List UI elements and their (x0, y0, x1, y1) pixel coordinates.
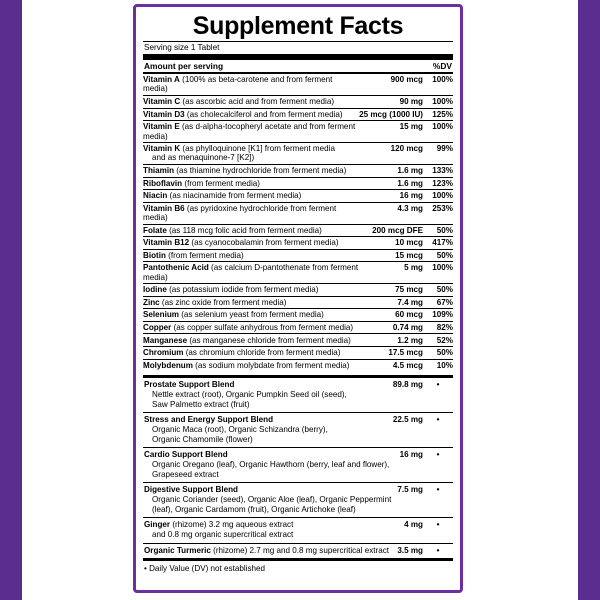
nutrient-name: Folate (143, 225, 167, 235)
nutrient-row (143, 309, 453, 322)
blend-ingredients: Nettle extract (root), Organic Pumpkin Seed oil (seed), (152, 389, 347, 399)
blend-ingredients-continued: (leaf), Organic Cardamom (fruit), Organic Artichoke (leaf) (152, 505, 356, 515)
nutrient-row (143, 296, 453, 309)
nutrient-source: (as copper sulfate anhydrous from ferment media) (171, 322, 354, 332)
nutrient-amount: 90 mg (359, 95, 423, 108)
blend-daily-value: • (423, 413, 453, 448)
nutrient-source: (as cyanocobalamin from ferment media) (189, 238, 339, 248)
nutrient-row (143, 202, 453, 224)
nutrient-daily-value: 50% (423, 347, 453, 360)
nutrient-source: (as chromium chloride from ferment media) (183, 348, 341, 358)
blend-row (143, 413, 453, 448)
blend-daily-value: • (423, 483, 453, 518)
nutrient-name: Vitamin B6 (143, 203, 185, 213)
nutrient-source-continued: and as menaquinone-7 [K2]) (152, 153, 255, 163)
nutrient-amount: 200 mcg DFE (359, 224, 423, 237)
blend-amount: 16 mg (393, 448, 423, 483)
nutrient-source: (as cholecalciferol and from ferment media) (184, 109, 343, 119)
nutrient-name-cell (143, 74, 359, 95)
nutrient-amount: 15 mg (359, 121, 423, 143)
nutrient-name-cell (143, 262, 359, 284)
nutrient-daily-value: 100% (423, 95, 453, 108)
nutrient-amount: 16 mg (359, 190, 423, 203)
divider-below-blends (143, 558, 453, 561)
blend-ingredients-continued: Grapeseed extract (152, 470, 219, 479)
nutrient-amount: 17.5 mcg (359, 347, 423, 360)
nutrient-amount: 120 mcg (359, 143, 423, 165)
nutrient-daily-value: 133% (423, 164, 453, 177)
nutrient-amount: 25 mcg (1000 IU) (359, 109, 423, 119)
nutrient-row (143, 321, 453, 334)
nutrient-name-cell (143, 334, 359, 347)
nutrient-source: (as ascorbic acid and from ferment media) (180, 97, 335, 107)
nutrient-row (143, 143, 453, 165)
nutrient-daily-value: 417% (423, 237, 453, 250)
nutrient-source: (from ferment media) (165, 250, 244, 260)
nutrient-row (143, 249, 453, 262)
blend-row (143, 543, 453, 558)
nutrient-source: (as pyridoxine hydrochloride from ferment media) (143, 203, 337, 223)
nutrient-source: (as niacinamide from ferment media) (167, 191, 302, 201)
blend-name: Stress and Energy Support Blend (144, 415, 274, 425)
nutrient-name: Selenium (143, 310, 179, 320)
nutrient-name: Iodine (143, 285, 167, 295)
nutrient-name-cell (143, 296, 359, 309)
nutrient-name-cell (143, 347, 359, 360)
nutrient-name-cell (143, 237, 359, 250)
nutrient-source: (as potassium iodide from ferment media) (166, 285, 319, 295)
blend-amount: 22.5 mg (393, 413, 423, 448)
nutrient-row (143, 334, 453, 347)
supplement-facts-panel (133, 4, 463, 593)
blend-name: Cardio Support Blend (144, 450, 228, 460)
nutrient-name-cell (143, 177, 359, 190)
nutrient-daily-value: 123% (423, 177, 453, 190)
nutrient-row (143, 237, 453, 250)
nutrient-name: Zinc (143, 297, 160, 307)
nutrient-source: (as sodium molybdate from ferment media) (192, 360, 350, 370)
nutrient-amount: 7.4 mg (359, 296, 423, 309)
nutrient-amount: 4.5 mcg (392, 360, 423, 370)
footnote-text: • Daily Value (DV) not established (144, 564, 265, 574)
blend-name-cell (143, 518, 393, 543)
blend-table (143, 378, 453, 558)
nutrient-source: (100% as beta-carotene and from ferment media) (143, 75, 333, 94)
blend-name-cell (143, 543, 393, 558)
nutrient-row (143, 224, 453, 237)
nutrient-daily-value: 109% (423, 309, 453, 322)
blend-ingredients-continued: Saw Palmetto extract (fruit) (152, 399, 250, 409)
nutrient-daily-value: 100% (423, 74, 453, 95)
amount-per-serving-label: Amount per serving (144, 61, 224, 71)
nutrient-row (143, 347, 453, 360)
blend-name-cell (143, 448, 393, 483)
nutrient-name-cell (143, 359, 359, 371)
nutrient-name-cell (143, 321, 359, 334)
nutrient-row (143, 164, 453, 177)
nutrient-daily-value: 253% (423, 202, 453, 224)
blend-ingredients: Organic Coriander (seed), Organic Aloe (leaf), Organic Peppermint (152, 495, 392, 505)
nutrient-source: (as zinc oxide from ferment media) (159, 297, 287, 307)
nutrient-name: Chromium (143, 348, 184, 358)
panel-title: Supplement Facts (192, 12, 404, 40)
nutrient-source: (as manganese chloride from ferment media) (187, 335, 351, 345)
nutrient-table (143, 74, 453, 371)
blend-row (143, 483, 453, 518)
nutrient-name-cell (143, 284, 359, 297)
nutrient-name: Thiamin (143, 166, 175, 176)
nutrient-amount: 1.2 mg (359, 334, 423, 347)
divider-under-title (143, 41, 453, 42)
nutrient-row (143, 108, 453, 121)
nutrient-daily-value: 50% (423, 249, 453, 262)
nutrient-name: Niacin (143, 191, 168, 201)
blend-ingredients-continued: and 0.8 mg organic supercritical extract (152, 530, 294, 540)
serving-size-text: Serving size 1 Tablet (144, 43, 220, 52)
nutrient-name-cell (143, 190, 359, 203)
nutrient-name-cell (143, 202, 359, 224)
nutrient-name: Riboflavin (143, 178, 183, 188)
nutrient-name-cell (143, 121, 359, 143)
nutrient-source: (as thiamine hydrochloride from ferment media) (174, 166, 347, 176)
nutrient-daily-value: 100% (423, 262, 453, 284)
blend-amount: 89.8 mg (393, 378, 423, 413)
nutrient-name-cell (143, 249, 359, 262)
nutrient-row (143, 95, 453, 108)
nutrient-name-cell (143, 143, 359, 165)
nutrient-daily-value: 52% (423, 334, 453, 347)
nutrient-name-cell (143, 164, 359, 177)
divider-thick (143, 54, 453, 60)
blend-daily-value: • (423, 378, 453, 413)
nutrient-daily-value: 125% (423, 108, 453, 121)
blend-row (143, 518, 453, 543)
blend-row (143, 378, 453, 413)
nutrient-name: Vitamin B12 (143, 238, 190, 248)
nutrient-name: Biotin (143, 250, 166, 260)
nutrient-row (143, 359, 453, 371)
decorative-left-edge-bar (0, 0, 22, 600)
nutrient-name-cell (143, 95, 359, 108)
nutrient-row (143, 262, 453, 284)
nutrient-daily-value: 100% (423, 190, 453, 203)
nutrient-amount: 75 mcg (359, 284, 423, 297)
nutrient-name: Vitamin K (143, 144, 181, 154)
blend-ingredients-continued: Organic Chamomile (flower) (152, 434, 253, 444)
nutrient-row (143, 190, 453, 203)
nutrient-amount: 900 mcg (359, 74, 423, 95)
blend-name: Ginger (144, 520, 171, 530)
blend-name: Digestive Support Blend (144, 485, 238, 495)
nutrient-amount: 5 mg (359, 262, 423, 284)
amount-per-serving-row (144, 61, 452, 71)
nutrient-name: Copper (143, 322, 172, 332)
nutrient-name: Pantothenic Acid (143, 263, 209, 273)
nutrient-row (143, 74, 453, 95)
nutrient-daily-value: 50% (423, 284, 453, 297)
blend-daily-value: • (436, 545, 440, 555)
nutrient-name-cell (143, 108, 359, 121)
blend-ingredients: Organic Oregano (leaf), Organic Hawthorn (berry, leaf and flower), (152, 460, 390, 470)
nutrient-name: Vitamin D3 (143, 109, 185, 119)
blend-ingredients: Organic Maca (root), Organic Schizandra (berry), (152, 425, 328, 435)
blend-name-cell (143, 483, 393, 518)
nutrient-source: (as 118 mcg folic acid from ferment media) (166, 225, 322, 235)
nutrient-daily-value: 99% (423, 143, 453, 165)
blend-name-cell (143, 378, 393, 413)
nutrient-row (143, 177, 453, 190)
nutrient-source: (as d-alpha-tocopheryl acetate and from ferment media) (143, 122, 356, 141)
nutrient-amount: 1.6 mg (359, 177, 423, 190)
blend-amount: 3.5 mg (397, 545, 423, 555)
nutrient-daily-value: 10% (436, 360, 453, 370)
decorative-right-edge-bar (578, 0, 600, 600)
nutrient-name: Vitamin C (143, 97, 181, 107)
nutrient-row (143, 284, 453, 297)
nutrient-amount: 0.74 mg (359, 321, 423, 334)
nutrient-name: Vitamin E (143, 122, 180, 132)
nutrient-daily-value: 67% (423, 296, 453, 309)
nutrient-source: (as phylloquinone [K1] from ferment media (180, 144, 335, 154)
blend-inline-description: (rhizome) 2.7 mg and 0.8 mg supercritical extract (210, 545, 390, 555)
blend-daily-value: • (423, 448, 453, 483)
blend-inline-description: (rhizome) 3.2 mg aqueous extract (170, 520, 294, 530)
blend-amount: 7.5 mg (393, 483, 423, 518)
nutrient-name: Manganese (143, 335, 188, 345)
nutrient-source: (from ferment media) (182, 178, 260, 188)
daily-value-header: %DV (432, 61, 452, 71)
nutrient-amount: 10 mcg (359, 237, 423, 250)
nutrient-amount: 15 mcg (359, 249, 423, 262)
blend-name-cell (143, 413, 393, 448)
nutrient-source: (as calcium D-pantothenate from ferment media) (143, 263, 359, 282)
nutrient-amount: 4.3 mg (359, 202, 423, 224)
nutrient-name-cell (143, 309, 359, 322)
blend-name: Prostate Support Blend (144, 380, 235, 390)
nutrient-row (143, 121, 453, 143)
nutrient-source: (as selenium yeast from ferment media) (178, 310, 324, 320)
nutrient-name: Vitamin A (143, 75, 180, 85)
nutrient-amount: 1.6 mg (359, 164, 423, 177)
nutrient-daily-value: 82% (423, 321, 453, 334)
nutrient-name-cell (143, 224, 359, 237)
nutrient-daily-value: 100% (423, 121, 453, 143)
blend-name: Organic Turmeric (144, 545, 211, 555)
blend-daily-value: • (423, 518, 453, 543)
nutrient-amount: 60 mcg (359, 309, 423, 322)
blend-row (143, 448, 453, 483)
nutrient-name: Molybdenum (143, 360, 193, 370)
nutrient-daily-value: 50% (423, 224, 453, 237)
blend-amount: 4 mg (393, 518, 423, 543)
